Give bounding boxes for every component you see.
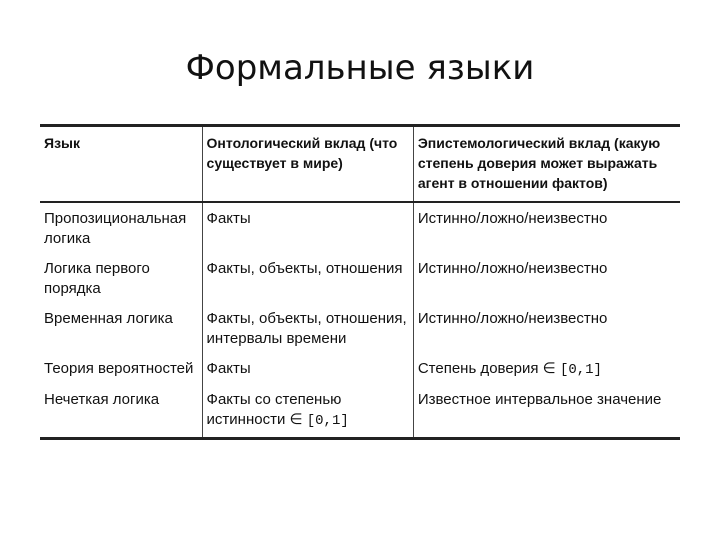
table-row [40,384,680,439]
cell-language: Пропозициональная логика [44,210,187,247]
cell-ontological [202,353,413,384]
cell-epistemological [413,353,680,384]
header-language: Язык [40,126,202,203]
cell-ontological [202,303,413,353]
cell-ontological [202,253,413,303]
table-row [40,303,680,353]
cell-language: Теория вероятностей [44,360,194,377]
table-row [40,202,680,253]
epistemological-text: Истинно/ложно/неизвестно [417,260,608,277]
ontological-text: Факты [206,210,251,227]
interval-notation: [0,1] [559,362,602,378]
header-ontological: Онтологический вклад (что существует в мире) [202,126,413,203]
interval-notation: [0,1] [306,413,349,429]
ontological-text: Факты [206,360,251,377]
cell-epistemological [413,253,680,303]
ontological-text: Факты со степенью истинности ∈ [206,391,342,428]
table-header-row [40,126,680,203]
epistemological-text: Истинно/ложно/неизвестно [417,310,608,327]
epistemological-text: Известное интервальное значение [417,391,662,408]
ontological-text: Факты, объекты, отношения [206,260,403,277]
cell-ontological [202,202,413,253]
languages-table-container [40,124,680,440]
table-row [40,353,680,384]
cell-epistemological [413,384,680,439]
page-title: Формальные языки [185,48,535,88]
header-epistemological: Эпистемологический вклад (какую степень доверия может выражать агент в отношении фактов) [413,126,680,203]
epistemological-text: Истинно/ложно/неизвестно [417,210,608,227]
cell-language: Временная логика [44,310,173,327]
cell-language: Логика первого порядка [44,260,150,297]
languages-table [40,124,680,440]
cell-epistemological [413,202,680,253]
table-row [40,253,680,303]
cell-ontological [202,384,413,439]
cell-epistemological [413,303,680,353]
ontological-text: Факты, объекты, отношения, интервалы времени [206,310,407,347]
cell-language: Нечеткая логика [40,384,202,439]
epistemological-text: Степень доверия ∈ [417,360,556,377]
